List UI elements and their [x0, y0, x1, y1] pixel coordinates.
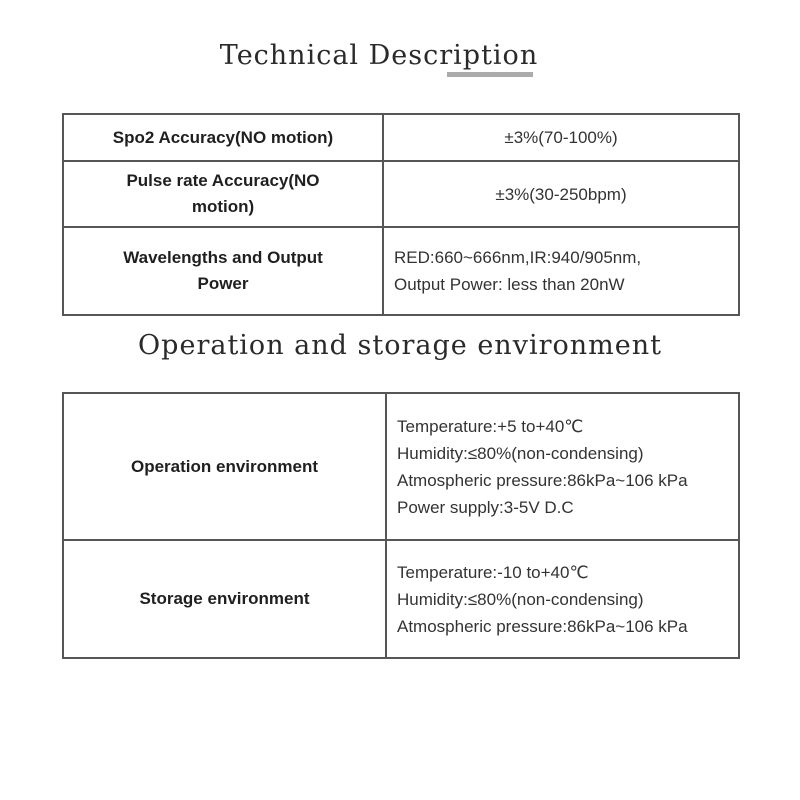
table-row-wavelengths-output-power: [63, 227, 739, 315]
pulse-rate-accuracy-value-cell: [383, 161, 739, 227]
cell-value-line: Humidity:≤80%(non-condensing): [397, 589, 644, 609]
cell-value: ±3%(70-100%): [504, 128, 618, 147]
environment-table: [62, 392, 740, 659]
table-row-pulse-rate-accuracy: [63, 161, 739, 227]
cell-label: Storage environment: [139, 589, 310, 608]
cell-value: ±3%(30-250bpm): [495, 184, 627, 204]
cell-value-line: Humidity:≤80%(non-condensing): [397, 443, 644, 463]
scan-artifact-underline: [447, 72, 533, 77]
cell-value-line: Atmospheric pressure:86kPa~106 kPa: [397, 470, 688, 490]
wavelengths-value-cell: [383, 227, 739, 315]
cell-value-line: Temperature:+5 to+40℃: [397, 416, 584, 436]
cell-value-line: Atmospheric pressure:86kPa~106 kPa: [397, 616, 688, 636]
cell-label: Spo2 Accuracy(NO motion): [112, 127, 334, 147]
cell-value-line: RED:660~666nm,IR:940/905nm,: [394, 248, 642, 267]
cell-label: Wavelengths and Output Power: [123, 248, 323, 293]
pulse-rate-accuracy-label-cell: [63, 161, 383, 227]
cell-value-line: Power supply:3-5V D.C: [397, 497, 574, 517]
spo2-accuracy-value-cell: [383, 114, 739, 161]
wavelengths-label-cell: [63, 227, 383, 315]
cell-label: Pulse rate Accuracy(NO motion): [126, 171, 320, 216]
cell-label: Operation environment: [130, 456, 319, 476]
operation-environment-value-cell: [386, 393, 739, 540]
table-row-operation-environment: [63, 393, 739, 540]
storage-environment-label-cell: [63, 540, 386, 658]
storage-environment-value-cell: [386, 540, 739, 658]
cell-value-line: Output Power: less than 20nW: [394, 275, 625, 294]
table-row-storage-environment: [63, 540, 739, 658]
cell-value-line: Temperature:-10 to+40℃: [397, 562, 589, 582]
section-title-operation-storage-environment: Operation and storage environment: [138, 330, 662, 361]
technical-description-table: [62, 113, 740, 316]
table-row-spo2-accuracy: [63, 114, 739, 161]
operation-environment-label-cell: [63, 393, 386, 540]
section-title-technical-description: Technical Description: [219, 40, 539, 71]
spo2-accuracy-label-cell: [63, 114, 383, 161]
